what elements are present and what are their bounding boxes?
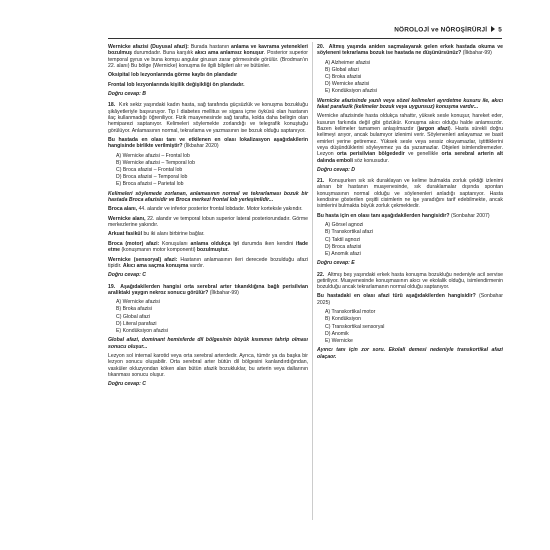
text-run: Hastanın anlamasının ileri derecede bozulduğu afazi tipidir.: [108, 256, 308, 269]
page-number: 5: [498, 26, 502, 34]
text-run: bu iki alanı birbirine bağlar.: [143, 231, 205, 238]
text-run: Konuşulanı: [162, 240, 191, 247]
text-run: Arkuat fasikül: [108, 231, 144, 238]
answer-option: C) Global afazi: [116, 313, 150, 320]
text-run: durumdadır. Buna karşılık: [132, 50, 195, 57]
answer-option: A) Transkortikal motor: [325, 309, 376, 316]
question-20: [317, 44, 503, 57]
header-rule: [108, 38, 502, 39]
text-run: Broca alanı,: [108, 206, 139, 213]
text-run: anlama oldukça iyi: [190, 240, 239, 247]
text-run: (konuşmanın motor komponenti): [120, 247, 197, 254]
answer-option: D) Wernicke afazisi: [325, 81, 370, 88]
text-run: anlama ve kavrama yetenekleri bozulmuş: [108, 44, 308, 57]
answer-option: B) Global afazi: [325, 66, 359, 73]
text-run: 22. alandır ve temporal lobun superior lateral posteriorundadır. Görme merkezlerine yakındır.: [108, 215, 308, 229]
text-run: Akıcı ama saçma konuşma: [122, 262, 189, 269]
question-19-options: [116, 299, 308, 334]
text-run: jargon afazi: [418, 126, 449, 133]
text-run: orta perisilvian bölgededir: [336, 151, 405, 158]
answer-option: C) Broca afazisi – Frontal lob: [116, 167, 183, 173]
answer-option: A) Wernicke afazisi – Frontal lob: [116, 152, 190, 159]
text-run: Wernicke afazisinde hasta oldukça rahattır, yüksek sesle konuşur, hareket eder, kusurun farkında değil gibi gözükür. Konuşma akıcı olduğu halde anlamsızdır. Bazen kelimeler tamamen anlaşılmazdır (: [317, 113, 503, 133]
answer-option: A) Wernicke afazisi: [116, 299, 160, 306]
answer-option: D) Literal parafazi: [116, 320, 157, 327]
header-title: NÖROLOJİ ve NÖROŞİRÜRJİ: [394, 26, 488, 34]
text-run: Burada hastanın: [190, 44, 231, 50]
answer-option: C) Transkortikal sensoryal: [325, 323, 385, 330]
broca-aphasia-note: [108, 241, 308, 254]
answer-option: E) Anomik afazi: [325, 250, 361, 257]
question-18-options: [116, 153, 308, 188]
question-stem: Altmış beş yaşındaki erkek hasta konuşma bozukluğu nedeniyle acil servise getiriliyor. Muayenesinde konuşmasının akıcı ve ekolalik olduğu, isimlendirmenin bozulduğu ancak tekrarlamanın normal olduğu saptanıyor.: [317, 271, 503, 291]
text-run: durumda iken kendini: [238, 240, 297, 247]
question-21-prompt: [317, 213, 503, 219]
answer-option: B) Kondüksiyon: [325, 316, 362, 323]
question-19: [108, 284, 308, 297]
answer-option: E) Wernicke: [325, 337, 353, 344]
text-run: Wernicke (sensoryal) afazi:: [108, 256, 181, 263]
question-source: (Sonbahar 2025): [317, 293, 503, 306]
answer-line: Doğru cevap: E: [317, 260, 355, 267]
explanation-heading: Global afazi, dominant hemisferde dil bölgesinin büyük kısmının tahrip olması sonucu oluşur...: [108, 337, 308, 350]
question-source: (İlkbahar 2020): [184, 143, 219, 150]
wernicke-paragraph: [108, 44, 308, 69]
wernicke-aphasia-note: [108, 257, 308, 270]
question-number: 19.: [108, 283, 116, 290]
question-ask: Bu hastadaki en olası afazi türü aşağıdakilerden hangisidir?: [317, 293, 476, 300]
wernicke-area-note: [108, 216, 308, 229]
question-20-options: [325, 60, 503, 95]
left-column: [108, 44, 308, 393]
answer-option: D) Anomik: [325, 330, 349, 337]
question-source: (Sonbahar 2007): [451, 212, 490, 219]
answer-option: B) Transkortikal afazi: [325, 229, 373, 236]
question-22: [317, 272, 503, 291]
answer-option: A) Alzheimer afazisi: [325, 59, 371, 66]
answer-option: D) Broca afazisi – Temporal lob: [116, 174, 188, 181]
question-22-prompt: [317, 293, 503, 306]
answer-option: E) Kondüksiyon afazisi: [116, 327, 169, 334]
text-run: akıcı ama anlamsız konuşur: [194, 50, 264, 57]
broca-area-note: [108, 206, 308, 212]
question-22-options: [325, 309, 503, 344]
question-ask: Bu hastada en olası tanı ve etkilenen en olası lokalizasyon aşağıdakilerin hangisinde birlikte verilmiştir?: [108, 136, 308, 150]
answer-option: E) Kondüksiyon afazisi: [325, 88, 378, 95]
answer-option: C) Broka afazisi: [325, 74, 362, 81]
text-run: vardır.: [188, 262, 205, 269]
question-number: 18.: [108, 102, 116, 109]
occipital-note: Oksipital lob lezyonlarında görme kaybı ön plandadır: [108, 72, 238, 79]
frontal-note: Frontal lob lezyonlarında kişilik değişikliği ön plandadır.: [108, 81, 245, 88]
text-run: ). Hasta sürekli doğru kelimeyi arıyor, ancak bulamıyor izlenimi verir. Söylenenleri anlayamaz ve basit emirleri yerine getiremez. Yüksek sesle veya sessiz okuyamazlar, iştittiklerini veya düşündüklerini söyleyemez ya da yazamazlar. Objeleri isimlendiremezler. Lezyon: [317, 126, 503, 158]
explanation-body: [317, 113, 503, 163]
answer-line: Doğru cevap: D: [317, 166, 355, 173]
question-number: 21.: [317, 178, 325, 185]
text-run: 44. alandır ve inferior posterior frontal lobdadır. Motor korteksle yakındır.: [138, 206, 303, 213]
answer-option: A) Görsel agnozi: [325, 222, 364, 229]
question-18-prompt: [108, 137, 308, 150]
triangle-icon: [491, 26, 495, 32]
explanation-heading: Wernicke afazisinde yazılı veya sözel kelimeleri ayırdetme kusuru ile, akıcı fakat parafazik (kelimeler bozuk veya uygunsuz) konuşma vardır...: [317, 97, 503, 111]
question-stem: Kırk sekiz yaşındaki kadın hasta, sağ tarafında güçsüzlük ve konuşma bozukluğu şikâyetleriyle başvuruyor. Tip I diabetes mellitus ve sigara içme öyküsü olan hastanın ilaç kullanmadığı öğreniliyor. Fizik muayenesinde sağ tarafta, kolda daha belirgin olan hemiparezi saptanıyor. Kelimeleri söylemekte zorlandığı ve telegrafik konuştuğu görülüyor. Anlamasının normal, tekrarlama ve yazmasının ise bozuk olduğu saptanıyor.: [108, 102, 308, 134]
explanation-body: Lezyon sol internal karotid veya orta serebral arterdedir. Ayrıca, tümör ya da başka bir lezyon sonucu oluşabilir. Orta serebral arter bütün dil bölgesini kanlandırdığından, vasküler okluzyondan köken alan bütün afazik bozukluklar, bu arterin veya dallarının tıkanması sonucu oluşur.: [108, 352, 308, 378]
text-run: . Posterior superior temporal gyrus ve buna komşu angular girusun zarar görmesinde görülür. (Brodman'ın 22. alanı) Bu bölge (Wernicke) konuşma ile ilgili bilgileri alır ve bütünler.: [108, 50, 308, 69]
question-number: 20.: [317, 44, 325, 50]
right-column: [317, 44, 503, 363]
explanation-heading: Kelimeleri söylemede zorlanan, anlamasının normal ve tekrarlaması bozuk bir hastada Broca afazisidir ve Broca merkezi frontal lob yerleşimlidir...: [108, 190, 308, 203]
question-21: [317, 178, 503, 209]
text-run: orta serebral arterin alt dalında emboli: [317, 151, 503, 164]
question-source: (İlkbahar-99): [209, 289, 239, 296]
question-number: 22.: [317, 271, 325, 278]
running-header: [394, 26, 502, 34]
answer-line: Doğru cevap: B: [108, 91, 146, 98]
text-run: bozulmuştur.: [196, 247, 229, 254]
question-stem: Konuşurken sık sık duraklayan ve kelime bulmakta zorluk çektiği izlenimi alınan bir hastanın muayenesinde, sık duraklamalar dışında spontan konuşmasının normal olduğu ve söylenenleri anladığı saptanıyor. Hasta kendisine gösterilen çeşitli cisimlerin ne işe yaradığını tarif edebilmekte, ancak isimlerini bulmakta büyük zorluk çekmektedir.: [317, 178, 504, 210]
answer-line: Doğru cevap: C: [108, 272, 146, 279]
answer-line: Doğru cevap: C: [108, 381, 146, 388]
text-run: ifade etme: [108, 240, 309, 254]
text-run: ve genellikle: [404, 151, 442, 158]
text-run: Wernicke afazisi (Duyusal afazi):: [108, 44, 191, 50]
answer-option: E) Broca afazisi – Parietal lob: [116, 181, 184, 188]
question-ask: Aşağıdakilerden hangisi orta serebral arter tıkanıklığına bağlı perisilvian araliktaki yaygın nekroz sonucu görülür?: [108, 283, 308, 296]
answer-option: B) Broka afazisi: [116, 306, 152, 313]
text-run: Broca (motor) afazi:: [108, 240, 163, 247]
answer-option: D) Broca afazisi: [325, 243, 362, 250]
text-run: Wernicke alanı,: [108, 215, 148, 222]
question-21-options: [325, 222, 503, 257]
question-ask: Bu hasta için en olası tanı aşağıdakilerden hangisidir?: [317, 212, 450, 219]
question-ask: Altmış yaşında aniden saçmalayarak gelen erkek hastada okuma ve söyleneni tekrarlama bozuk ise hastada ne düşünürsünüz?: [317, 44, 504, 57]
text-run: söz konusudur.: [353, 157, 390, 164]
column-divider: [312, 42, 313, 520]
arcuate-note: [108, 231, 308, 237]
explanation-heading: Ayırıcı tanı için zor soru. Ekolali demesi nedeniyle transkortikal afazi olaçaor.: [317, 347, 503, 360]
question-18: [108, 102, 308, 133]
answer-option: B) Wernicke afazisi – Temporal lob: [116, 159, 195, 166]
answer-option: C) Taktil agnozi: [325, 236, 361, 243]
question-source: (İlkbahar-99): [462, 50, 492, 57]
